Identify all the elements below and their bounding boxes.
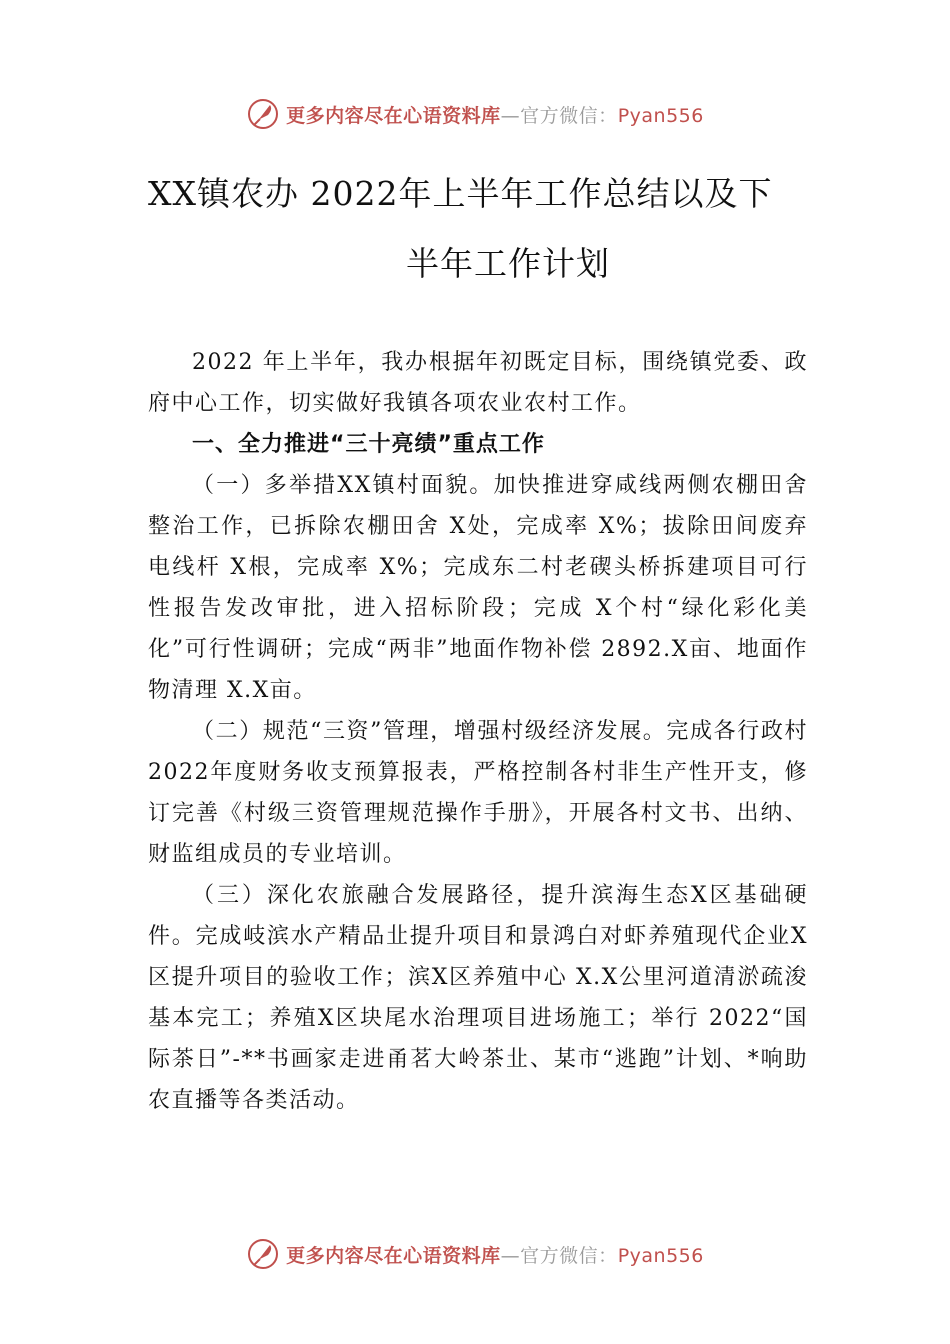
intro-paragraph: 2022 年上半年，我办根据年初既定目标，围绕镇党委、政府中心工作，切实做好我镇各项农业农村工作。 — [148, 350, 808, 416]
paragraph-3: （三）深化农旅融合发展路径，提升滨海生态X区基础硬件。完成岐滨水产精品㐀提升项目和景鸿白对虾养殖现代企业X区提升项目的验收工作；滨X区养殖中心 X.X公里河道清淤疏浚基本完工；养殖X区块尾水治理项目进场施工；举行 2022“国际茶日”-**书画家走进甬茗大岭茶㐀、某市“逃跑”计划、*响助农直播等各类活动。 — [148, 883, 808, 1113]
banner-main: 更多内容尽在心语资料库 — [286, 1244, 501, 1267]
paragraph-1: （一）多举措XX镇村面貌。加快推进穿咸线两侧农棚田舍整治工作，已拆除农棚田舍 X处，完成率 X%；拔除田间废弃电线杆 X根，完成率 X%；完成东二村老碶头桥拆建项目可行性报告发改审批，进入招标阶段；完成 X个村“绿化彩化美化”可行性调研；完成“两非”地面作物补偿 2892.X亩、地面作物清理 X.X亩。 — [148, 473, 808, 703]
feather-pen-logo-icon — [246, 1237, 280, 1271]
banner-text — [286, 101, 704, 128]
document-title-line1: XX镇农办 2022年上半年工作总结以及下 — [148, 174, 773, 213]
banner-main: 更多内容尽在心语资料库 — [286, 104, 501, 127]
paragraph-2: （二）规范“三资”管理，增强村级经济发展。完成各行政村 2022年度财务收支预算报表，严格控制各村非生产性开支，修订完善《村级三资管理规范操作手册》，开展各村文书、出纳、财监组成员的专业培训。 — [148, 719, 808, 867]
footer-banner — [0, 1236, 950, 1272]
banner-text — [286, 1241, 704, 1268]
document-body — [148, 342, 808, 1121]
document-title-line2: 半年工作计划 — [406, 244, 610, 283]
section-heading: 一、全力推进“三十亮绩”重点工作 — [192, 432, 545, 457]
banner-separator: — — [500, 104, 521, 127]
wechat-id: Pyan556 — [617, 1244, 704, 1267]
feather-pen-logo-icon — [246, 97, 280, 131]
wechat-label: 官方微信： — [520, 1244, 618, 1267]
wechat-label: 官方微信： — [520, 104, 618, 127]
banner-separator: — — [500, 1244, 521, 1267]
header-banner — [0, 96, 950, 132]
wechat-id: Pyan556 — [617, 104, 704, 127]
